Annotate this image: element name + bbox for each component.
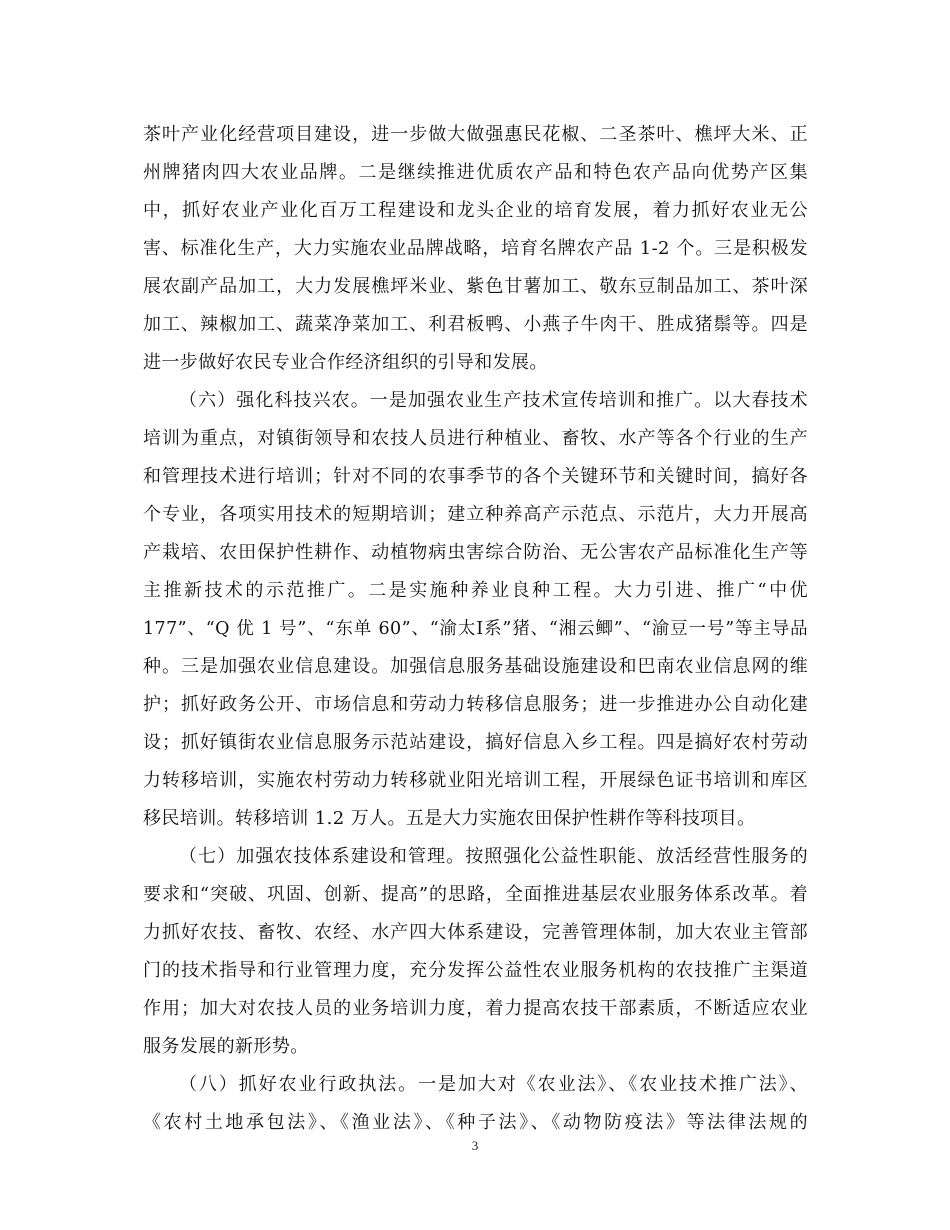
text-line: 设；抓好镇街农业信息服务示范站建设，搞好信息入乡工程。四是搞好农村劳动 [143,732,808,753]
text-line: 177”、“Q 优 1 号”、“东单 60”、“渝太Ⅰ系”猪、“湘云鲫”、“渝豆一号”等主导品 [143,619,808,639]
text-line: 展农副产品加工，大力发展樵坪米业、紫色甘薯加工、敬东豆制品加工、茶叶深 [143,276,808,297]
text-line: 害、标准化生产，大力实施农业品牌战略，培育名牌农产品 1-2 个。三是积极发 [143,238,808,259]
paragraph-8-law-enforcement [143,1066,808,1142]
text-line: 中，抓好农业产业化百万工程建设和龙头企业的培育发展，着力抓好农业无公 [143,200,808,221]
text-line: 加工、辣椒加工、蔬菜净菜加工、利君板鸭、小燕子牛肉干、胜成猪鬃等。四是 [143,314,808,335]
text-line: 要求和“突破、巩固、创新、提高”的思路，全面推进基层农业服务体系改革。着 [143,884,808,905]
text-line: 移民培训。转移培训 1.2 万人。五是大力实施农田保护性耕作等科技项目。 [143,808,756,829]
text-line: 种。三是加强农业信息建设。加强信息服务基础设施建设和巴南农业信息网的维 [143,656,808,677]
paragraph-7-extension-system [143,838,808,1066]
text-line: 产栽培、农田保护性耕作、动植物病虫害综合防治、无公害农产品标准化生产等 [143,542,808,563]
text-line: 进一步做好农民专业合作经济组织的引导和发展。 [143,352,548,373]
text-line: 作用；加大对农技人员的业务培训力度，着力提高农技干部素质，不断适应农业 [143,998,808,1019]
text-line: （六）强化科技兴农。一是加强农业生产技术宣传培训和推广。以大春技术 [179,390,808,411]
paragraph-1 [143,116,808,382]
text-line: 个专业，各项实用技术的短期培训；建立种养高产示范点、示范片，大力开展高 [143,504,808,525]
text-line: 护；抓好政务公开、市场信息和劳动力转移信息服务；进一步推进办公自动化建 [143,694,808,715]
text-line: 力抓好农技、畜牧、农经、水产四大体系建设，完善管理体制，加大农业主管部 [143,922,808,943]
text-line: 门的技术指导和行业管理力度，充分发挥公益性农业服务机构的农技推广主渠道 [143,960,808,981]
text-line: 《农村土地承包法》、《渔业法》、《种子法》、《动物防疫法》等法律法规的 [143,1112,808,1133]
text-line: （八）抓好农业行政执法。一是加大对《农业法》、《农业技术推广法》、 [179,1074,808,1095]
text-line: 服务发展的新形势。 [143,1036,309,1057]
document-body [143,116,808,1142]
text-line: 州牌猪肉四大农业品牌。二是继续推进优质农产品和特色农产品向优势产区集 [143,162,808,183]
text-line: 茶叶产业化经营项目建设，进一步做大做强惠民花椒、二圣茶叶、樵坪大米、正 [143,124,808,145]
paragraph-6-science-tech [143,382,808,838]
text-line: 力转移培训，实施农村劳动力转移就业阳光培训工程，开展绿色证书培训和库区 [143,770,808,791]
text-line: 主推新技术的示范推广。二是实施种养业良种工程。大力引进、推广“中优 [143,580,808,601]
text-line: （七）加强农技体系建设和管理。按照强化公益性职能、放活经营性服务的 [179,846,808,867]
text-line: 和管理技术进行培训；针对不同的农事季节的各个关键环节和关键时间，搞好各 [143,466,808,487]
text-line: 培训为重点，对镇街领导和农技人员进行种植业、畜牧、水产等各个行业的生产 [143,428,808,449]
page-number: 3 [471,1138,479,1153]
